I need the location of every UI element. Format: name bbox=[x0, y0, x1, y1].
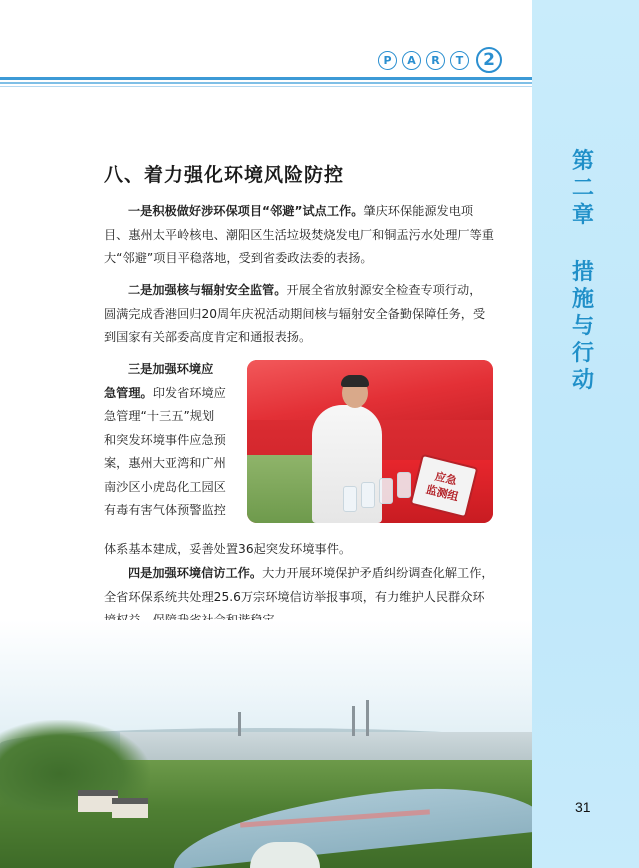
paragraph-lead: 一是积极做好涉环保项目“邻避”试点工作。 bbox=[128, 204, 364, 218]
emergency-monitoring-photo bbox=[247, 360, 493, 523]
paragraph-text: 南沙区小虎岛化工园区 bbox=[104, 479, 226, 494]
landscape-photo bbox=[0, 620, 532, 868]
part-letter: R bbox=[426, 51, 445, 70]
paragraph-text: 大力开展环境保护矛盾纠纷调查化解工作， bbox=[262, 566, 494, 580]
photo-bottle bbox=[343, 486, 357, 512]
paragraph-emergency-tail bbox=[104, 538, 504, 562]
paragraph-text: 开展全省放射源安全检查专项行动， bbox=[286, 283, 482, 297]
photo-field bbox=[247, 455, 317, 523]
section-heading: 八、着力强化环境风险防控 bbox=[104, 164, 345, 186]
chapter-char: 施 bbox=[571, 287, 594, 312]
chapter-char: 与 bbox=[571, 314, 594, 339]
chimney bbox=[366, 700, 369, 736]
photo-bottle bbox=[361, 482, 375, 508]
chimney bbox=[238, 712, 241, 736]
paragraph-lead: 三是加强环境应 bbox=[128, 362, 214, 376]
chimney bbox=[352, 706, 355, 736]
photo-bottle bbox=[379, 478, 393, 504]
paragraph-text: 案，惠州大亚湾和广州 bbox=[104, 456, 226, 470]
paragraph-text: 肇庆环保能源发电项 bbox=[363, 204, 474, 218]
paragraph-text: 体系基本建成，妥善处置36起突发环境事件。 bbox=[104, 542, 352, 556]
part-header bbox=[378, 47, 502, 73]
part-number: 2 bbox=[476, 47, 502, 73]
chapter-char: 第 bbox=[571, 149, 594, 174]
paragraph-text: 目、惠州太平岭核电、潮阳区生活垃圾焚烧发电厂和铜盂污水处理厂等重 bbox=[104, 227, 494, 242]
chapter-char: 措 bbox=[571, 260, 594, 285]
chapter-char: 章 bbox=[571, 203, 594, 228]
paragraph-text: 有毒有害气体预警监控 bbox=[104, 503, 226, 517]
paragraph-text: 大“邻避”项目平稳落地，受到省委政法委的表扬。 bbox=[104, 251, 373, 265]
sign-text: 应急 bbox=[433, 469, 459, 488]
paragraph-lead: 四是加强环境信访工作。 bbox=[128, 566, 263, 580]
paragraph-text: 圆满完成香港回归20周年庆祝活动期间核与辐射安全备勤保障任务，受 bbox=[104, 306, 486, 321]
paragraph-text: 印发省环境应 bbox=[152, 385, 226, 400]
part-letter: A bbox=[402, 51, 421, 70]
paragraph-text: 急管理“十三五”规划 bbox=[104, 409, 215, 423]
paragraph-text: 和突发环境事件应急预 bbox=[104, 432, 226, 447]
landscape-trees bbox=[0, 720, 150, 810]
part-letter: T bbox=[450, 51, 469, 70]
chapter-char: 二 bbox=[571, 176, 594, 201]
paragraph-text: 到国家有关部委高度肯定和通报表扬。 bbox=[104, 330, 312, 344]
paragraph-lead: 二是加强核与辐射安全监管。 bbox=[128, 283, 287, 297]
landscape-house bbox=[112, 798, 148, 818]
paragraph-text: 全省环保系统共处理25.6万宗环境信访举报事项，有力维护人民群众环 bbox=[104, 589, 485, 604]
chapter-char: 动 bbox=[571, 368, 594, 393]
chapter-title-vertical bbox=[568, 148, 598, 394]
photo-bottle bbox=[397, 472, 411, 498]
page-number: 31 bbox=[575, 799, 591, 815]
chapter-side-band bbox=[532, 0, 639, 868]
paragraph-neighbor-avoidance bbox=[104, 200, 504, 271]
landscape-city bbox=[120, 732, 532, 762]
paragraph-nuclear-safety bbox=[104, 279, 504, 350]
paragraph-lead: 急管理。 bbox=[104, 385, 153, 400]
part-letter: P bbox=[378, 51, 397, 70]
paragraph-emergency-management bbox=[104, 358, 242, 523]
chapter-char: 行 bbox=[571, 341, 594, 366]
sign-text: 监测组 bbox=[424, 482, 460, 504]
header-rule bbox=[0, 77, 532, 91]
photo-person-hair bbox=[341, 375, 369, 387]
